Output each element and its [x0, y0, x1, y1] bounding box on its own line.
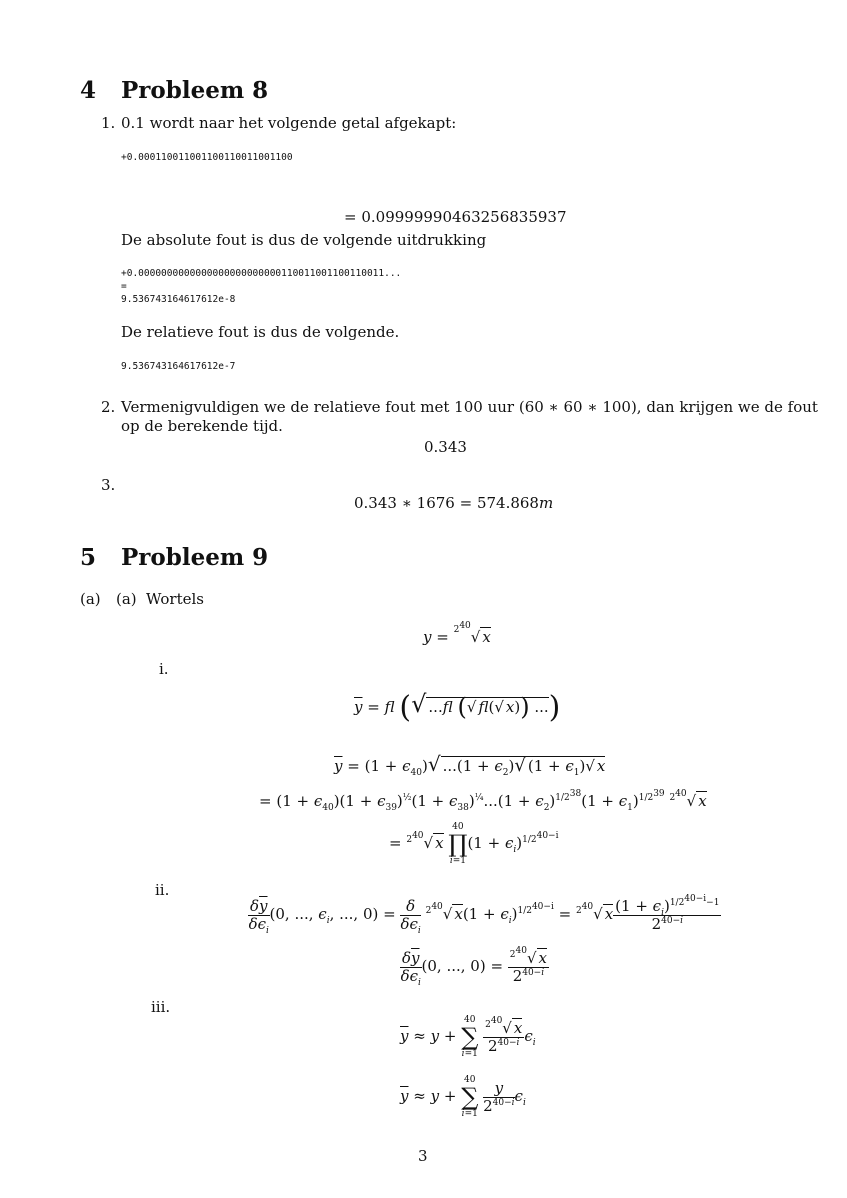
- section-4-title: Probleem 8: [121, 77, 269, 104]
- rel-error-value: 9.536743164617612e-7: [121, 361, 236, 372]
- page-number: 3: [418, 1147, 428, 1165]
- binary-expansion: +0.000110011001100110011001100: [121, 152, 293, 163]
- partial-derivative-1: $\frac{\delta\overline{y}}{\delta\epsilon_i}$ (0, ..., $\epsilon_i$, ..., 0) = $\frac{\delta}{\delta\epsilon_i}$ $^{2^{40}}$√ $x(1 + \epsilon_i)^{1/2^{40-i}} = ^{2^{40}}√$ x $\frac{(1 + \epsilon_i)^{1/2^{40-i}-1}}{2^{40-i}}$: [248, 894, 720, 936]
- equals-value: = 0.0999999046325683593​7: [344, 208, 567, 226]
- item-1-text: 0.1 wordt naar het volgende getal afgekapt:: [121, 114, 457, 132]
- outer-label-a: (a): [80, 590, 101, 608]
- subtitle-wortels: Wortels: [146, 590, 205, 608]
- abs-error-text: De absolute fout is dus de volgende uitdrukking: [121, 231, 487, 249]
- item-3-equation: 0.343 ∗ 1676 = 574.868m: [354, 494, 554, 512]
- item-2-text-line2: op de berekende tijd.: [121, 417, 283, 435]
- approximation-2: $\overline{y} \approx y$ + 40 ∑ i=1 $\frac{y}{2^{40-i}}$ $\epsilon_i$: [400, 1075, 526, 1119]
- product-notation: = $^{2^{40}}$√ x 40 ∏ i=1 $(1 + \epsilon_i)^{1/2^{40-i}}$: [389, 822, 559, 866]
- rel-error-text: De relatieve fout is dus de volgende.: [121, 323, 400, 341]
- root-definition: y = $^{2^{40}}$√ x: [423, 621, 491, 646]
- item-2-value: 0.343: [424, 438, 467, 456]
- approximation-1: $\overline{y} \approx y$ + 40 ∑ i=1 $\frac{^{2^{40}}√ x}{2^{40-i}}$ $\epsilon_i$: [400, 1015, 536, 1059]
- product-expansion-2: = $(1 + \epsilon_{40})(1 + \epsilon_{39})^{\frac{1}{2}}(1 + \epsilon_{38})^{\frac{1}{4}}...(1 + \epsilon_2)^{1/2^{38}}(1 + \epsilon_1)^{1/2^{39}}$ $^{2^{40}}$√ x: [259, 789, 707, 813]
- roman-iii: iii.: [151, 998, 171, 1016]
- product-expansion-1: $\overline{y} = (1 + \epsilon_{40})√$ $...(1 + \epsilon_2)√$ $(1 + \epsilon_1)√$ x: [334, 752, 606, 778]
- inner-label-a: (a): [116, 590, 137, 608]
- abs-error-binary: +0.0000000000000000000000000110011001100110011...: [121, 268, 402, 279]
- item-1-label: 1.: [101, 114, 116, 132]
- roman-i: i.: [159, 660, 169, 678]
- abs-error-value: 9.536743164617612e-8: [121, 294, 236, 305]
- item-2-text-line1: Vermenigvuldigen we de relatieve fout met 100 uur (60 ∗ 60 ∗ 100), dan krijgen we de fout: [121, 398, 818, 416]
- item-2-label: 2.: [101, 398, 116, 416]
- partial-derivative-2: $\frac{\delta\overline{y}}{\delta\epsilon_i}$ (0, ..., 0) = $\frac{^{2^{40}}√ x}{2^{40-i}}$: [400, 946, 548, 988]
- section-5-number: 5: [80, 544, 97, 571]
- fl-expression: $\overline{y}$ = fl (√ ...fl (√ fl(√ x)) ...): [354, 690, 561, 725]
- section-4-number: 4: [80, 77, 97, 104]
- section-5-title: Probleem 9: [121, 544, 269, 571]
- abs-error-equals: =: [121, 281, 127, 292]
- item-3-label: 3.: [101, 476, 116, 494]
- roman-ii: ii.: [155, 881, 170, 899]
